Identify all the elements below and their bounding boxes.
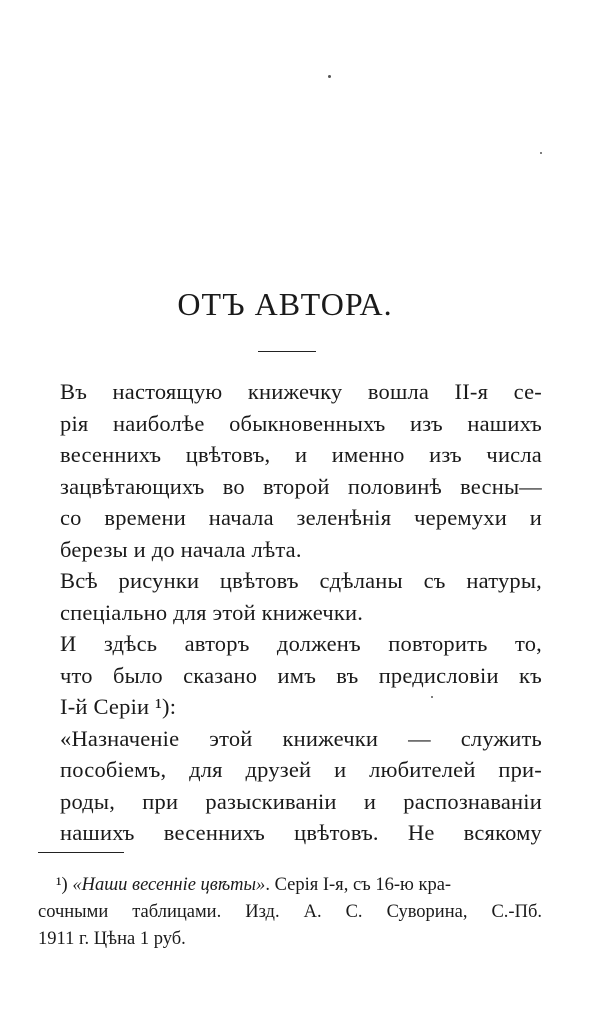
text-line: весеннихъ цвѣтовъ, и именно изъ числа [60,442,542,467]
text-line: роды, при разыскиваніи и распознаваніи [60,788,542,814]
text-line: березы и до начала лѣта. [60,536,302,562]
footnote-marker: ¹) [56,875,68,895]
text-line: Въ настоящую книжечку вошла II-я се- [60,379,542,404]
body-text [60,376,542,849]
paragraph [60,723,542,849]
page-title: ОТЪ АВТОРА. [177,286,393,322]
text-line: со времени начала зеленѣнія черемухи и [60,505,542,530]
footnote-line [38,872,542,899]
text-line: И здѣсь авторъ долженъ повторить то, [60,631,542,656]
text-line: спеціально для этой книжечки. [60,599,364,625]
stray-ink-mark [540,152,542,154]
paragraph [60,565,542,628]
footnote-line: сочными таблицами. Изд. А. С. Суворина, С.-Пб. [38,902,542,922]
text-line: зацвѣтающихъ во второй половинѣ весны— [60,473,542,499]
text-line: что было сказано имъ въ предисловіи къ [60,662,542,688]
text-line: рія наиболѣе обыкновенныхъ изъ нашихъ [60,410,542,436]
footnote-book-title: «Наши весенніе цвѣты» [72,875,266,895]
stray-ink-mark [328,75,331,78]
footnote-divider [38,852,124,853]
footnote-line: 1911 г. Цѣна 1 руб. [38,929,186,949]
footnote [38,872,542,953]
text-line: нашихъ весеннихъ цвѣтовъ. Не всякому [60,820,542,845]
footnote-text: . Серія I-я, съ 16-ю кра- [265,875,452,895]
text-line: I-й Серіи ¹): [60,694,177,719]
title-divider [258,351,316,352]
text-line: Всѣ рисунки цвѣтовъ сдѣланы съ натуры, [60,568,542,593]
paragraph [60,376,542,565]
text-line: «Назначеніе этой книжечки — служить [60,725,542,751]
text-line: пособіемъ, для друзей и любителей при- [60,757,542,782]
paragraph [60,628,542,723]
